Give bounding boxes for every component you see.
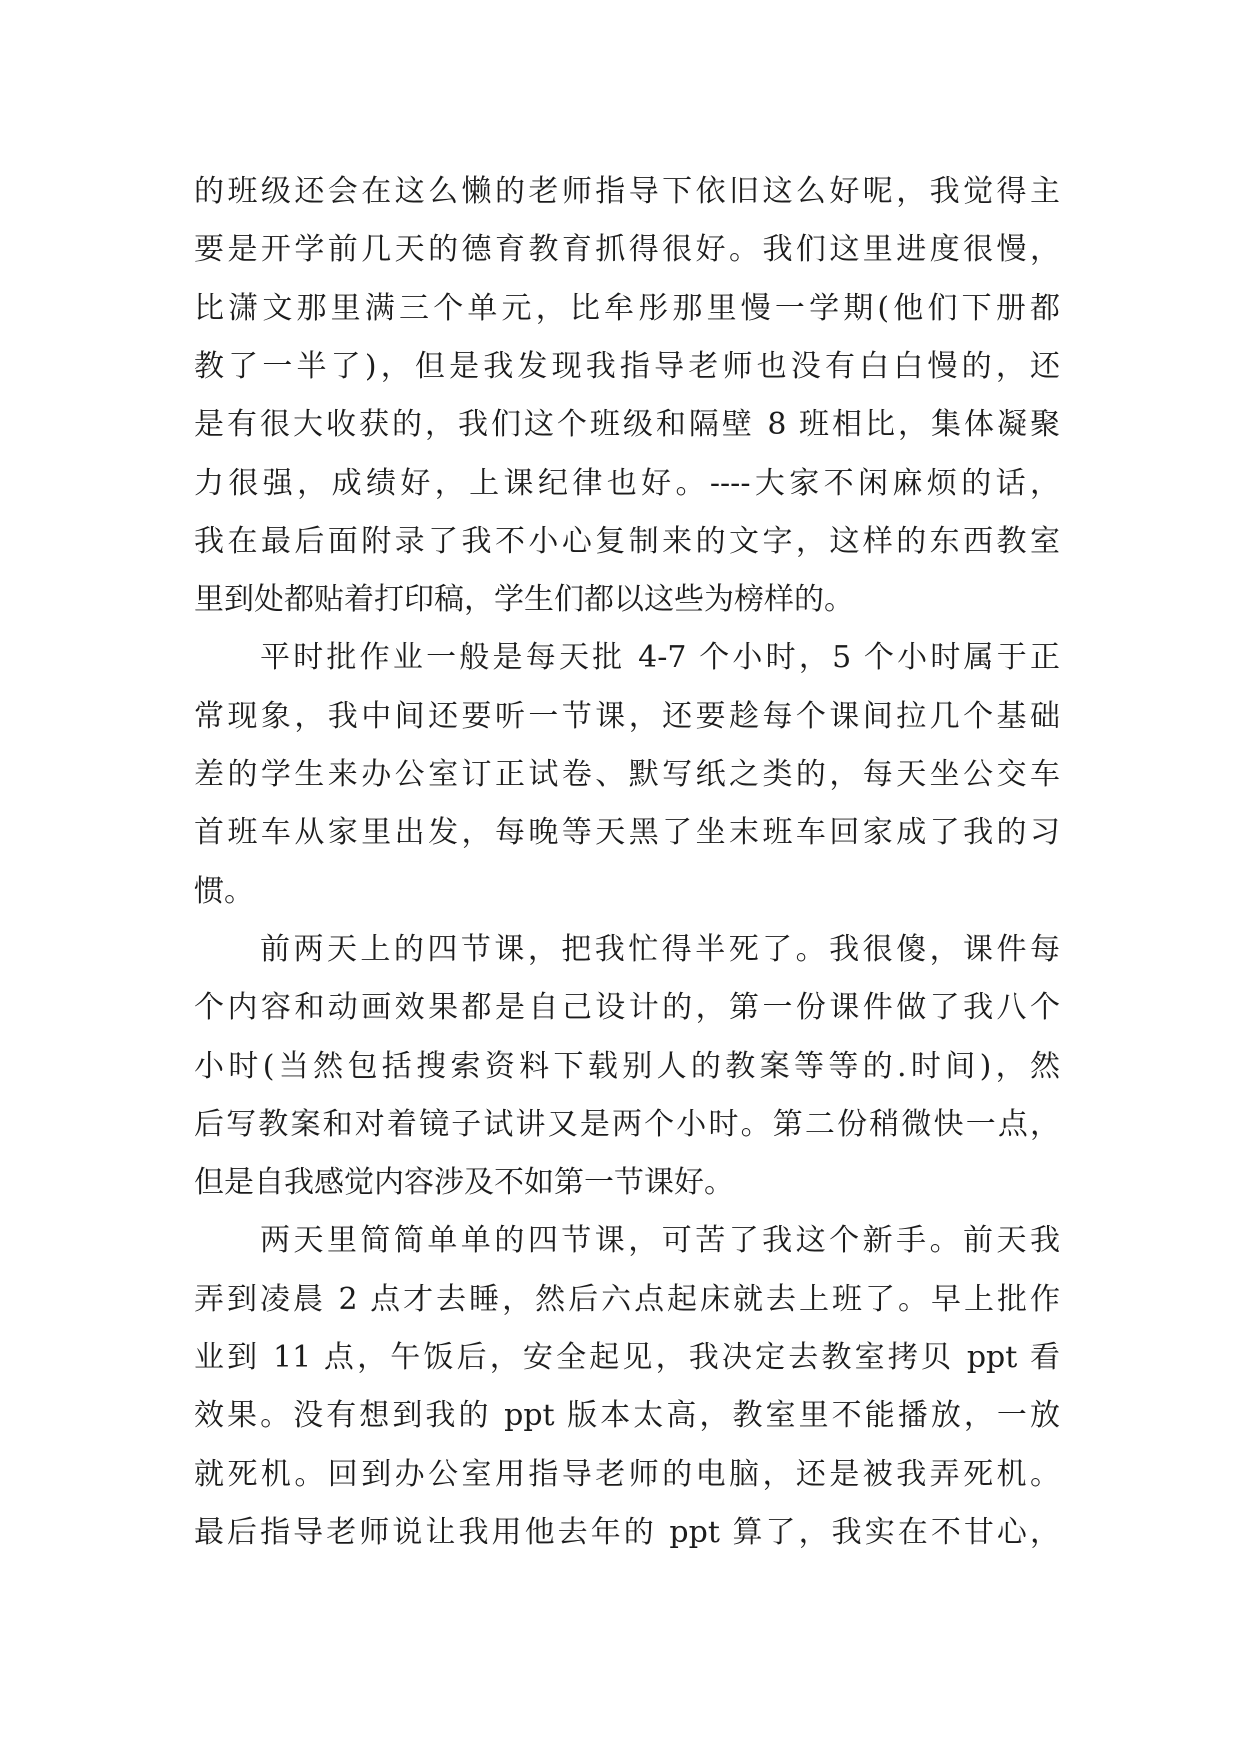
- text-line: 是有很大收获的，我们这个班级和隔壁 8 班相比，集体凝聚: [194, 407, 1060, 443]
- paragraph-first-line: 前两天上的四节课，把我忙得半死了。我很傻，课件每: [260, 931, 1060, 967]
- paragraph-first-line: 的班级还会在这么懒的老师指导下依旧这么好呢，我觉得主: [194, 174, 1060, 209]
- text-line: 业到 11 点，午饭后，安全起见，我决定去教室拷贝 ppt 看: [194, 1340, 1060, 1375]
- text-line: 最后指导老师说让我用他去年的 ppt 算了，我实在不甘心，: [194, 1514, 1060, 1550]
- text-line: 首班车从家里出发，每晚等天黑了坐末班车回家成了我的习: [194, 815, 1060, 851]
- text-line: 要是开学前几天的德育教育抓得很好。我们这里进度很慢，: [194, 232, 1060, 268]
- text-line: 教了一半了)，但是我发现我指导老师也没有白白慢的，还: [194, 348, 1060, 384]
- paragraph-first-line: 两天里简简单单的四节课，可苦了我这个新手。前天我: [260, 1223, 1060, 1259]
- text-line: 我在最后面附录了我不小心复制来的文字，这样的东西教室: [194, 523, 1060, 559]
- text-line: 比潇文那里满三个单元，比牟彤那里慢一学期(他们下册都: [194, 290, 1060, 326]
- paragraph-first-line: 平时批作业一般是每天批 4-7 个小时，5 个小时属于正: [260, 640, 1060, 676]
- text-line: 后写教案和对着镜子试讲又是两个小时。第二份稍微快一点，: [194, 1106, 1060, 1142]
- text-line: 力很强，成绩好，上课纪律也好。----大家不闲麻烦的话，: [194, 465, 1060, 501]
- text-line: 小时(当然包括搜索资料下载别人的教案等等的.时间)，然: [194, 1048, 1060, 1084]
- text-line: 就死机。回到办公室用指导老师的电脑，还是被我弄死机。: [194, 1456, 1060, 1492]
- text-line: 弄到凌晨 2 点才去睡，然后六点起床就去上班了。早上批作: [194, 1281, 1060, 1317]
- text-line: 常现象，我中间还要听一节课，还要趁每个课间拉几个基础: [194, 698, 1060, 734]
- text-line: 但是自我感觉内容涉及不如第一节课好。: [194, 1165, 734, 1201]
- text-line: 差的学生来办公室订正试卷、默写纸之类的，每天坐公交车: [194, 757, 1060, 792]
- text-line: 惯。: [194, 873, 254, 909]
- text-line: 个内容和动画效果都是自己设计的，第一份课件做了我八个: [194, 990, 1060, 1026]
- text-line: 效果。没有想到我的 ppt 版本太高，教室里不能播放，一放: [194, 1398, 1060, 1434]
- text-line: 里到处都贴着打印稿，学生们都以这些为榜样的。: [194, 582, 854, 618]
